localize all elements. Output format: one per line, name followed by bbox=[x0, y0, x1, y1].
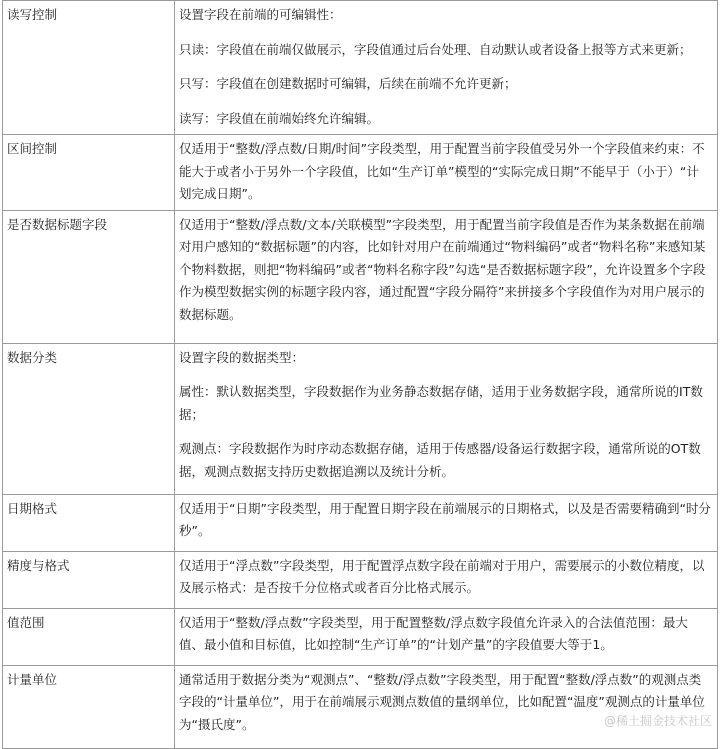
row-key: 读写控制 bbox=[3, 1, 175, 135]
row-description bbox=[175, 1, 718, 135]
description-line: 只读：字段值在前端仅做展示，字段值通过后台处理、自动默认或者设备上报等方式来更新； bbox=[179, 39, 711, 62]
description-line: 设置字段的数据类型： bbox=[179, 347, 711, 370]
description-line: 观测点：字段数据作为时序动态数据存储，适用于传感器/设备运行数据字段，通常所说的OT数据，观测点数据支持历史数据追溯以及统计分析。 bbox=[179, 438, 711, 483]
table-row bbox=[3, 494, 718, 551]
description-line: 仅适用于“日期”字段类型，用于配置日期字段在前端展示的日期格式，以及是否需要精确到“时分秒”。 bbox=[179, 498, 711, 543]
description-line: 仅适用于“整数/浮点数/日期/时间”字段类型，用于配置当前字段值受另外一个字段值来约束：不能大于或者小于另外一个字段值，比如“生产订单”模型的“实际完成日期”不能早于（小于）“计划完成日期”。 bbox=[179, 138, 711, 206]
row-key: 是否数据标题字段 bbox=[3, 210, 175, 343]
row-key: 日期格式 bbox=[3, 494, 175, 551]
table-row bbox=[3, 551, 718, 608]
table-row bbox=[3, 135, 718, 211]
description-line: 只写：字段值在创建数据时可编辑，后续在前端不允许更新； bbox=[179, 73, 711, 96]
row-description bbox=[175, 608, 718, 665]
table-row bbox=[3, 343, 718, 494]
table-row bbox=[3, 210, 718, 343]
table-row bbox=[3, 608, 718, 665]
row-description bbox=[175, 551, 718, 608]
field-config-table bbox=[2, 0, 718, 749]
watermark: @稀土掘金技术社区 bbox=[604, 712, 712, 729]
description-line: 属性：默认数据类型，字段数据作为业务静态数据存储，适用于业务数据字段，通常所说的IT数据； bbox=[179, 381, 711, 426]
row-description bbox=[175, 210, 718, 343]
row-key: 区间控制 bbox=[3, 135, 175, 211]
description-line: 读写：字段值在前端始终允许编辑。 bbox=[179, 108, 711, 131]
row-key: 值范围 bbox=[3, 608, 175, 665]
row-description bbox=[175, 343, 718, 494]
row-key: 数据分类 bbox=[3, 343, 175, 494]
row-description bbox=[175, 494, 718, 551]
description-line: 设置字段在前端的可编辑性： bbox=[179, 4, 711, 27]
table-row bbox=[3, 1, 718, 135]
row-key: 精度与格式 bbox=[3, 551, 175, 608]
row-key: 计量单位 bbox=[3, 665, 175, 748]
row-description bbox=[175, 665, 718, 748]
description-line: 仅适用于“浮点数”字段类型，用于配置浮点数字段在前端对于用户，需要展示的小数位精度，以及展示格式：是否按千分位格式或者百分比格式展示。 bbox=[179, 555, 711, 600]
table-row bbox=[3, 665, 718, 748]
row-description bbox=[175, 135, 718, 211]
description-line: 仅适用于“整数/浮点数”字段类型，用于配置整数/浮点数字段值允许录入的合法值范围：最大值、最小值和目标值，比如控制“生产订单”的“计划产量”的字段值要大等于1。 bbox=[179, 612, 711, 657]
description-line: 通常适用于数据分类为“观测点”、“整数/浮点数”字段类型，用于配置“整数/浮点数”的观测点类字段的“计量单位”，用于在前端展示观测点数值的量纲单位，比如配置“温度”观测点的计量单位为“摄氏度”。 bbox=[179, 669, 711, 737]
description-line: 仅适用于“整数/浮点数/文本/关联模型”字段类型，用于配置当前字段值是否作为某条数据在前端对用户感知的“数据标题”的内容，比如针对用户在前端通过“物料编码”或者“物料名称”来感知某个物料数据，则把“物料编码”或者“物料名称字段”勾选“是否数据标题字段”，允许设置多个字段作为模型数据实例的标题字段内容，通过配置“字段分隔符”来拼接多个字段值作为对用户展示的数据标题。 bbox=[179, 214, 711, 327]
